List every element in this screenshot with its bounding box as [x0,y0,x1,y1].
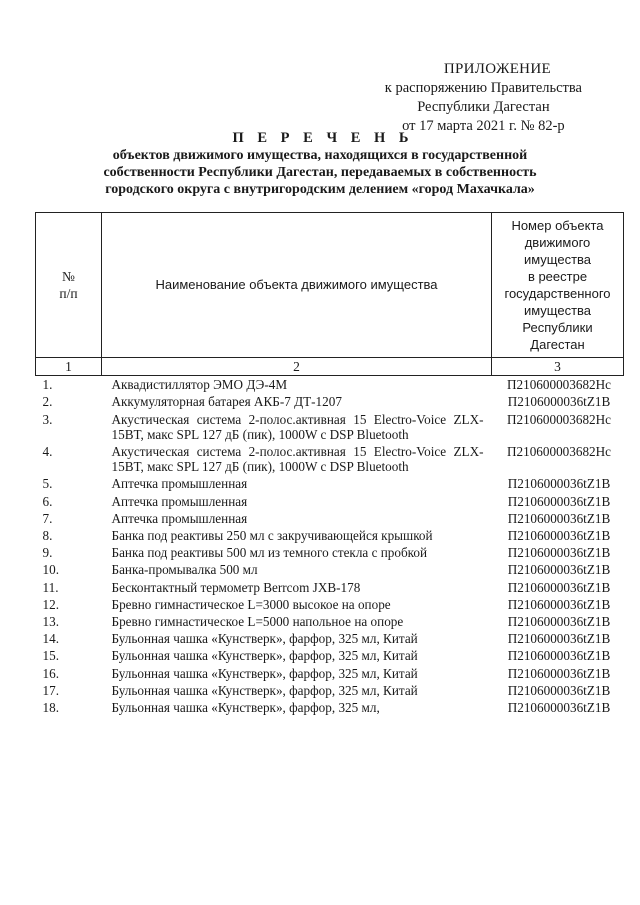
row-registry-number: П2106000036tZ1В [507,510,611,526]
row-item-name: Бесконтактный термометр Berrcom JXB-178 [111,579,361,595]
row-registry-number: П2106000036tZ1В [507,682,611,698]
row-registry-number: П2106000036tZ1В [507,394,611,410]
title-line-3: городского округа с внутригородским делением «город Махачкала» [105,182,535,197]
row-registry-number: П210600003682Нс [506,444,612,460]
column-header-number: № п/п [36,213,102,358]
table-row [36,665,624,682]
title-line-2: собственности Республики Дагестан, передаваемых в собственность [103,165,537,180]
title-line-1: объектов движимого имущества, находящихся в государственной [112,148,528,163]
row-registry-number: П2106000036tZ1В [507,493,611,509]
row-item-name: Бульонная чашка «Кунстверк», фарфор, 325 мл, Китай [111,631,418,647]
column-header-registry: Номер объекта движимого имущества в реестре государственного имущества Республики Дагестан [492,213,624,358]
table-body [36,376,624,717]
row-registry-number: П2106000036tZ1В [507,545,611,561]
appendix-line-1: к распоряжению Правительства [384,80,582,96]
row-registry-number: П210600003682Нс [506,377,612,393]
appendix-header: ПРИЛОЖЕНИЕ [443,61,551,77]
column-index-3: 3 [492,358,624,376]
table-row [36,579,624,596]
table-row [36,527,624,544]
column-header-name: Наименование объекта движимого имущества [102,213,492,358]
row-item-name: Аккумуляторная батарея АКБ-7 ДТ-1207 [111,394,342,410]
appendix-line-2: Республики Дагестан [417,99,550,115]
row-item-name: Акустическая система 2-полос.активная 15 Electro-Voice ZLX-15BT, макс SPL 127 дБ (пик), 1000W с DSP Bluetooth [111,444,484,475]
row-item-name: Бульонная чашка «Кунстверк», фарфор, 325 мл, [111,700,380,716]
row-registry-number: П2106000036tZ1В [507,476,611,492]
row-item-name: Бревно гимнастическое L=3000 высокое на опоре [111,596,391,612]
row-number: 6. [42,493,53,509]
row-registry-number: П2106000036tZ1В [507,631,611,647]
row-registry-number: П2106000036tZ1В [507,579,611,595]
row-item-name: Аптечка промышленная [111,493,248,509]
row-number: 4. [42,444,53,460]
row-registry-number: П2106000036tZ1В [507,596,611,612]
table-row [36,647,624,664]
row-number: 7. [42,510,53,526]
row-number: 14. [42,631,59,647]
table-row [36,596,624,613]
row-number: 5. [42,476,53,492]
row-item-name: Бульонная чашка «Кунстверк», фарфор, 325 мл, Китай [111,665,418,681]
appendix-block [385,60,582,136]
table-row [36,493,624,510]
table-row [36,393,624,410]
row-item-name: Бульонная чашка «Кунстверк», фарфор, 325 мл, Китай [111,682,418,698]
column-index-2: 2 [102,358,492,376]
row-number: 10. [42,562,59,578]
table-row [36,510,624,527]
row-number: 9. [42,545,53,561]
row-registry-number: П210600003682Нс [506,411,612,427]
title-main: П Е Р Е Ч Е Н Ь [232,130,414,146]
table-row [36,699,624,716]
column-index-1: 1 [36,358,102,376]
table-row [36,376,624,394]
row-number: 2. [42,394,53,410]
row-registry-number: П2106000036tZ1В [507,614,611,630]
row-registry-number: П2106000036tZ1В [507,562,611,578]
table-row [36,475,624,492]
row-number: 16. [42,665,59,681]
table-row [36,682,624,699]
row-number: 3. [42,411,53,427]
row-registry-number: П2106000036tZ1В [507,665,611,681]
row-item-name: Бревно гимнастическое L=5000 напольное на опоре [111,614,404,630]
document-title [0,130,640,198]
row-item-name: Акустическая система 2-полос.активная 15 Electro-Voice ZLX-15BT, макс SPL 127 дБ (пик), 1000W с DSP Bluetooth [111,411,484,442]
row-registry-number: П2106000036tZ1В [507,700,611,716]
row-number: 17. [42,682,59,698]
row-item-name: Аптечка промышленная [111,510,248,526]
table-row [36,561,624,578]
row-item-name: Банка-промывалка 500 мл [111,562,258,578]
table-row [36,630,624,647]
table-row [36,544,624,561]
table-row [36,411,624,443]
row-registry-number: П2106000036tZ1В [507,528,611,544]
row-item-name: Банка под реактивы 250 мл с закручивающейся крышкой [111,528,433,544]
row-item-name: Бульонная чашка «Кунстверк», фарфор, 325 мл, Китай [111,648,418,664]
table-row [36,613,624,630]
row-number: 11. [42,579,59,595]
row-number: 8. [42,528,53,544]
row-item-name: Банка под реактивы 500 мл из темного стекла с пробкой [111,545,428,561]
row-registry-number: П2106000036tZ1В [507,648,611,664]
row-number: 18. [42,700,59,716]
appendix-line-3: от 17 марта 2021 г. № 82-р [402,118,565,134]
row-number: 13. [42,614,59,630]
row-number: 15. [42,648,59,664]
table-row [36,443,624,475]
table-header [36,213,624,376]
row-number: 12. [42,596,59,612]
row-number: 1. [42,377,53,393]
property-table [35,212,624,716]
row-item-name: Аптечка промышленная [111,476,248,492]
row-item-name: Аквадистиллятор ЭМО ДЭ-4М [111,377,288,393]
